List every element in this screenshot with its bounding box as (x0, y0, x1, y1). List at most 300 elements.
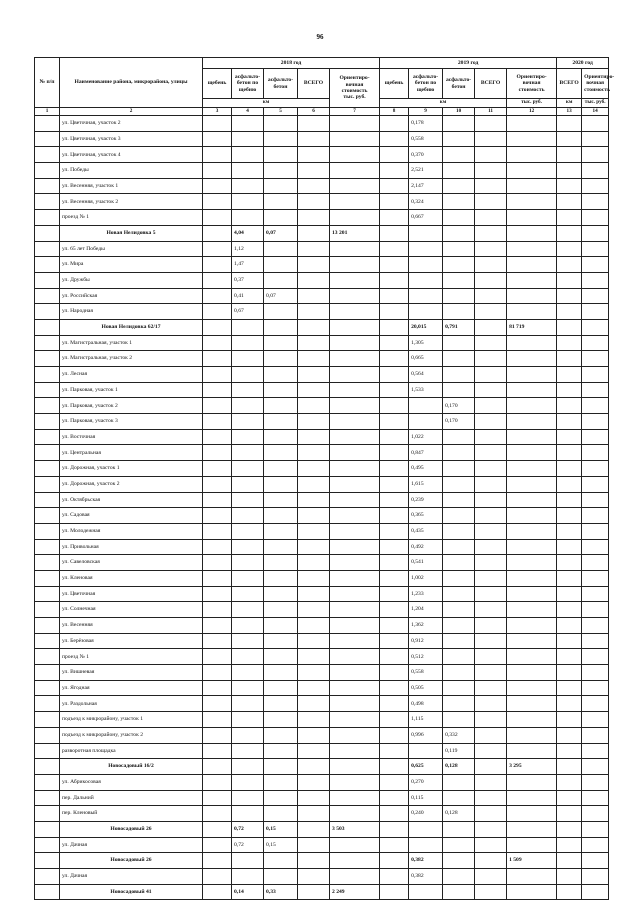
value-cell-col-3 (203, 398, 232, 414)
value-cell-col-3 (203, 586, 232, 602)
value-cell-col-11 (475, 382, 507, 398)
street-name: ул. Вишневая (60, 665, 203, 681)
value-cell-col-10 (443, 241, 475, 257)
value-cell-col-8 (380, 304, 409, 320)
value-cell-col-6 (298, 633, 330, 649)
value-cell-col-11 (475, 163, 507, 179)
value-cell-col-14 (582, 335, 609, 351)
value-cell-col-11 (475, 476, 507, 492)
value-cell-col-9 (409, 304, 443, 320)
value-cell-col-5: 0,07 (264, 288, 298, 304)
value-cell-col-9 (409, 821, 443, 837)
value-cell-col-9 (409, 414, 443, 430)
value-cell-col-4 (232, 602, 264, 618)
street-row (35, 696, 609, 712)
value-cell-col-10 (443, 476, 475, 492)
value-cell-col-10 (443, 461, 475, 477)
value-cell-col-8 (380, 539, 409, 555)
street-row (35, 272, 609, 288)
district-name: Новосадовый 41 (60, 884, 203, 900)
value-cell-col-7 (330, 116, 380, 132)
value-cell-col-12 (507, 743, 557, 759)
value-cell-col-10 (443, 492, 475, 508)
value-cell-col-8 (380, 163, 409, 179)
value-cell-col-3 (203, 116, 232, 132)
column-number: 14 (582, 108, 609, 116)
value-cell-col-5 (264, 602, 298, 618)
value-cell-col-14 (582, 241, 609, 257)
street-row (35, 210, 609, 226)
value-cell-col-9: 0,665 (409, 351, 443, 367)
value-cell-col-11 (475, 806, 507, 822)
value-cell-col-13 (557, 586, 582, 602)
value-cell-col-12 (507, 304, 557, 320)
value-cell-col-12 (507, 429, 557, 445)
value-cell-col-14 (582, 712, 609, 728)
value-cell-col-9: 0,558 (409, 665, 443, 681)
value-cell-col-12: 1 509 (507, 853, 557, 869)
value-cell-col-13 (557, 476, 582, 492)
value-cell-col-14 (582, 665, 609, 681)
value-cell-col-3 (203, 351, 232, 367)
street-row (35, 476, 609, 492)
value-cell-col-14 (582, 131, 609, 147)
district-row (35, 884, 609, 900)
row-number-cell (35, 429, 60, 445)
value-cell-col-12 (507, 821, 557, 837)
row-number-cell (35, 225, 60, 241)
row-number-cell (35, 131, 60, 147)
value-cell-col-13 (557, 837, 582, 853)
value-cell-col-3 (203, 743, 232, 759)
value-cell-col-11 (475, 555, 507, 571)
value-cell-col-5 (264, 712, 298, 728)
value-cell-col-14 (582, 116, 609, 132)
value-cell-col-10 (443, 665, 475, 681)
value-cell-col-4 (232, 774, 264, 790)
value-cell-col-5 (264, 241, 298, 257)
value-cell-col-9: 1,305 (409, 335, 443, 351)
value-cell-col-13 (557, 288, 582, 304)
value-cell-col-5 (264, 523, 298, 539)
value-cell-col-9: 2,147 (409, 178, 443, 194)
value-cell-col-6 (298, 712, 330, 728)
value-cell-col-7 (330, 272, 380, 288)
column-number: 5 (264, 108, 298, 116)
value-cell-col-5 (264, 696, 298, 712)
value-cell-col-13 (557, 147, 582, 163)
value-cell-col-7 (330, 759, 380, 775)
value-cell-col-12 (507, 884, 557, 900)
value-cell-col-5 (264, 649, 298, 665)
value-cell-col-3 (203, 523, 232, 539)
value-cell-col-13 (557, 492, 582, 508)
value-cell-col-13 (557, 461, 582, 477)
value-cell-col-5 (264, 743, 298, 759)
value-cell-col-9 (409, 241, 443, 257)
value-cell-col-9: 1,022 (409, 429, 443, 445)
value-cell-col-4: 1,47 (232, 257, 264, 273)
value-cell-col-7 (330, 414, 380, 430)
street-row (35, 570, 609, 586)
value-cell-col-11 (475, 194, 507, 210)
value-cell-col-9: 0,365 (409, 508, 443, 524)
street-row (35, 382, 609, 398)
street-row (35, 790, 609, 806)
value-cell-col-8 (380, 178, 409, 194)
value-cell-col-3 (203, 602, 232, 618)
value-cell-col-7 (330, 743, 380, 759)
value-cell-col-14 (582, 414, 609, 430)
value-cell-col-6 (298, 225, 330, 241)
value-cell-col-4 (232, 539, 264, 555)
value-cell-col-9: 1,615 (409, 476, 443, 492)
value-cell-col-3 (203, 837, 232, 853)
value-cell-col-5 (264, 147, 298, 163)
value-cell-col-12 (507, 665, 557, 681)
value-cell-col-5 (264, 869, 298, 885)
value-cell-col-14 (582, 759, 609, 775)
street-row (35, 618, 609, 634)
district-row (35, 319, 609, 335)
column-number: 8 (380, 108, 409, 116)
value-cell-col-7 (330, 367, 380, 383)
value-cell-col-4 (232, 523, 264, 539)
value-cell-col-3 (203, 178, 232, 194)
value-cell-col-8 (380, 476, 409, 492)
value-cell-col-12 (507, 508, 557, 524)
value-cell-col-9: 0,240 (409, 806, 443, 822)
value-cell-col-13 (557, 727, 582, 743)
value-cell-col-9 (409, 398, 443, 414)
row-number-cell (35, 821, 60, 837)
value-cell-col-7 (330, 461, 380, 477)
value-cell-col-11 (475, 131, 507, 147)
value-cell-col-3 (203, 712, 232, 728)
value-cell-col-4: 0,14 (232, 884, 264, 900)
value-cell-col-4 (232, 382, 264, 398)
row-number-cell (35, 570, 60, 586)
row-number-cell (35, 147, 60, 163)
street-row (35, 116, 609, 132)
value-cell-col-5 (264, 445, 298, 461)
value-cell-col-3 (203, 241, 232, 257)
street-name: ул. Парковая, участок 1 (60, 382, 203, 398)
row-number-cell (35, 163, 60, 179)
value-cell-col-6 (298, 398, 330, 414)
row-number-cell (35, 178, 60, 194)
value-cell-col-12 (507, 570, 557, 586)
value-cell-col-7 (330, 665, 380, 681)
value-cell-col-8 (380, 194, 409, 210)
value-cell-col-5 (264, 116, 298, 132)
value-cell-col-8 (380, 586, 409, 602)
value-cell-col-4 (232, 633, 264, 649)
value-cell-col-13 (557, 869, 582, 885)
value-cell-col-8 (380, 508, 409, 524)
value-cell-col-7 (330, 335, 380, 351)
row-number-cell (35, 335, 60, 351)
value-cell-col-3 (203, 163, 232, 179)
value-cell-col-8 (380, 712, 409, 728)
value-cell-col-14 (582, 272, 609, 288)
row-number-cell (35, 602, 60, 618)
row-number-cell (35, 790, 60, 806)
value-cell-col-8 (380, 335, 409, 351)
value-cell-col-6 (298, 335, 330, 351)
value-cell-col-10 (443, 163, 475, 179)
value-cell-col-11 (475, 680, 507, 696)
value-cell-col-8 (380, 696, 409, 712)
value-cell-col-4 (232, 508, 264, 524)
value-cell-col-6 (298, 806, 330, 822)
header-cost-unit: тыс. руб. (343, 94, 366, 101)
street-name: проезд № 1 (60, 649, 203, 665)
value-cell-col-14 (582, 367, 609, 383)
value-cell-col-9 (409, 743, 443, 759)
value-cell-col-14 (582, 821, 609, 837)
value-cell-col-3 (203, 649, 232, 665)
value-cell-col-11 (475, 539, 507, 555)
header-cost: Ориентиро-вочная стоимость (507, 69, 557, 99)
value-cell-col-10 (443, 131, 475, 147)
street-row (35, 665, 609, 681)
value-cell-col-12 (507, 539, 557, 555)
value-cell-col-14 (582, 194, 609, 210)
street-name: ул. 65 лет Победы (60, 241, 203, 257)
value-cell-col-9 (409, 288, 443, 304)
value-cell-col-10 (443, 225, 475, 241)
value-cell-col-13 (557, 367, 582, 383)
header-total: ВСЕГО (298, 69, 330, 99)
value-cell-col-7 (330, 523, 380, 539)
value-cell-col-4 (232, 618, 264, 634)
value-cell-col-6 (298, 774, 330, 790)
value-cell-col-10 (443, 602, 475, 618)
value-cell-col-5 (264, 665, 298, 681)
value-cell-col-4 (232, 586, 264, 602)
value-cell-col-14 (582, 618, 609, 634)
header-crushed: щебень (203, 69, 232, 99)
value-cell-col-10 (443, 633, 475, 649)
value-cell-col-8 (380, 665, 409, 681)
value-cell-col-12 (507, 147, 557, 163)
street-name: ул. Цветочная (60, 586, 203, 602)
street-name: ул. Молодежная (60, 523, 203, 539)
row-number-cell (35, 382, 60, 398)
value-cell-col-3 (203, 853, 232, 869)
row-number-cell (35, 257, 60, 273)
value-cell-col-4 (232, 743, 264, 759)
value-cell-col-4: 0,41 (232, 288, 264, 304)
value-cell-col-9: 0,382 (409, 853, 443, 869)
street-row (35, 461, 609, 477)
value-cell-col-14 (582, 633, 609, 649)
value-cell-col-10 (443, 272, 475, 288)
value-cell-col-13 (557, 539, 582, 555)
street-name: проезд № 1 (60, 210, 203, 226)
value-cell-col-10 (443, 257, 475, 273)
value-cell-col-3 (203, 696, 232, 712)
value-cell-col-11 (475, 147, 507, 163)
value-cell-col-13 (557, 618, 582, 634)
value-cell-col-14 (582, 147, 609, 163)
value-cell-col-8 (380, 727, 409, 743)
district-name: Новая Нелидовка 5 (60, 225, 203, 241)
value-cell-col-4 (232, 335, 264, 351)
column-number: 4 (232, 108, 264, 116)
row-number-cell (35, 680, 60, 696)
value-cell-col-12 (507, 288, 557, 304)
value-cell-col-9: 0,505 (409, 680, 443, 696)
value-cell-col-13 (557, 712, 582, 728)
value-cell-col-10 (443, 586, 475, 602)
value-cell-col-14 (582, 445, 609, 461)
value-cell-col-9: 0,370 (409, 147, 443, 163)
street-row (35, 429, 609, 445)
row-number-cell (35, 241, 60, 257)
row-number-cell (35, 210, 60, 226)
value-cell-col-6 (298, 257, 330, 273)
value-cell-col-11 (475, 319, 507, 335)
value-cell-col-5 (264, 680, 298, 696)
value-cell-col-6 (298, 445, 330, 461)
value-cell-col-3 (203, 492, 232, 508)
value-cell-col-12 (507, 837, 557, 853)
street-name: ул. Парковая, участок 3 (60, 414, 203, 430)
value-cell-col-12 (507, 476, 557, 492)
value-cell-col-3 (203, 821, 232, 837)
value-cell-col-3 (203, 790, 232, 806)
value-cell-col-8 (380, 806, 409, 822)
value-cell-col-10: 0,128 (443, 806, 475, 822)
district-name: Новосадовый 16/2 (60, 759, 203, 775)
value-cell-col-6 (298, 147, 330, 163)
row-number-cell (35, 743, 60, 759)
value-cell-col-7 (330, 633, 380, 649)
page-number: 96 (316, 33, 324, 41)
value-cell-col-5 (264, 304, 298, 320)
street-name: ул. Весенняя (60, 618, 203, 634)
street-name: ул. Берёзовая (60, 633, 203, 649)
value-cell-col-10 (443, 178, 475, 194)
value-cell-col-3 (203, 414, 232, 430)
value-cell-col-5 (264, 774, 298, 790)
value-cell-col-7 (330, 649, 380, 665)
value-cell-col-11 (475, 884, 507, 900)
value-cell-col-6 (298, 414, 330, 430)
value-cell-col-13 (557, 680, 582, 696)
value-cell-col-10 (443, 837, 475, 853)
value-cell-col-7 (330, 257, 380, 273)
value-cell-col-8 (380, 633, 409, 649)
value-cell-col-11 (475, 649, 507, 665)
street-name: ул. Цветочная, участок 3 (60, 131, 203, 147)
row-number-cell (35, 853, 60, 869)
value-cell-col-7 (330, 319, 380, 335)
district-name: Новосадовый 26 (60, 821, 203, 837)
value-cell-col-8 (380, 241, 409, 257)
value-cell-col-4 (232, 147, 264, 163)
value-cell-col-12 (507, 712, 557, 728)
value-cell-col-11 (475, 272, 507, 288)
value-cell-col-8 (380, 790, 409, 806)
value-cell-col-3 (203, 884, 232, 900)
value-cell-col-14 (582, 837, 609, 853)
value-cell-col-8 (380, 743, 409, 759)
value-cell-col-3 (203, 806, 232, 822)
value-cell-col-4 (232, 131, 264, 147)
value-cell-col-11 (475, 774, 507, 790)
column-number: 11 (475, 108, 507, 116)
street-row (35, 774, 609, 790)
value-cell-col-12 (507, 367, 557, 383)
row-number-cell (35, 774, 60, 790)
value-cell-col-4 (232, 790, 264, 806)
value-cell-col-10 (443, 696, 475, 712)
value-cell-col-4 (232, 570, 264, 586)
value-cell-col-11 (475, 398, 507, 414)
value-cell-col-14 (582, 602, 609, 618)
street-row (35, 351, 609, 367)
row-number-cell (35, 665, 60, 681)
row-number-cell (35, 555, 60, 571)
value-cell-col-8 (380, 602, 409, 618)
value-cell-col-6 (298, 194, 330, 210)
value-cell-col-13 (557, 555, 582, 571)
value-cell-col-8 (380, 210, 409, 226)
value-cell-col-5 (264, 539, 298, 555)
value-cell-col-13 (557, 178, 582, 194)
value-cell-col-12 (507, 210, 557, 226)
street-name: ул. Весенняя, участок 1 (60, 178, 203, 194)
street-row (35, 147, 609, 163)
row-number-cell (35, 272, 60, 288)
street-row (35, 680, 609, 696)
value-cell-col-5 (264, 163, 298, 179)
value-cell-col-7 (330, 539, 380, 555)
value-cell-col-3 (203, 304, 232, 320)
value-cell-col-14 (582, 743, 609, 759)
value-cell-col-8 (380, 257, 409, 273)
header-total: ВСЕГО (557, 69, 582, 99)
street-name: ул. Победы (60, 163, 203, 179)
column-number: 10 (443, 108, 475, 116)
value-cell-col-4: 0,67 (232, 304, 264, 320)
value-cell-col-6 (298, 523, 330, 539)
value-cell-col-5 (264, 586, 298, 602)
value-cell-col-5 (264, 508, 298, 524)
value-cell-col-7 (330, 680, 380, 696)
value-cell-col-7 (330, 806, 380, 822)
value-cell-col-14 (582, 382, 609, 398)
street-row (35, 712, 609, 728)
value-cell-col-14 (582, 806, 609, 822)
street-row (35, 304, 609, 320)
row-number-cell (35, 539, 60, 555)
value-cell-col-10 (443, 869, 475, 885)
row-number-cell (35, 696, 60, 712)
street-row (35, 555, 609, 571)
value-cell-col-12 (507, 272, 557, 288)
value-cell-col-8 (380, 492, 409, 508)
street-row (35, 131, 609, 147)
value-cell-col-7 (330, 131, 380, 147)
value-cell-col-9: 0,512 (409, 649, 443, 665)
row-number-cell (35, 727, 60, 743)
value-cell-col-5: 0,07 (264, 225, 298, 241)
street-name: ул. Парковая, участок 2 (60, 398, 203, 414)
